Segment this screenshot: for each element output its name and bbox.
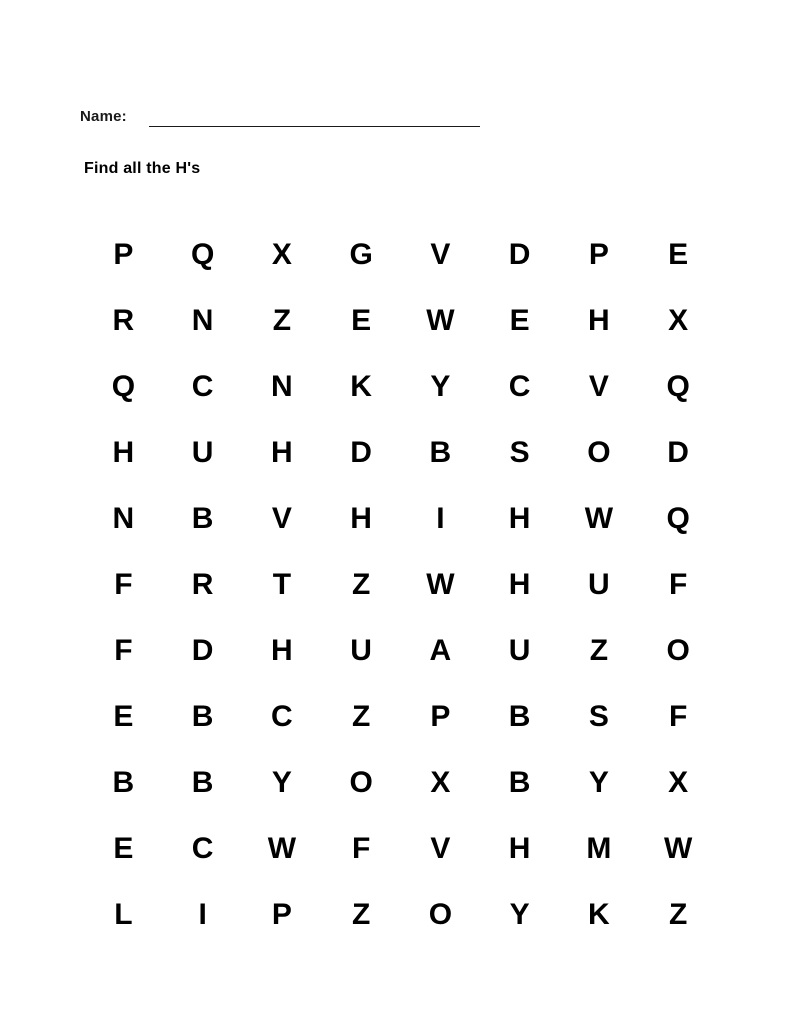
grid-letter[interactable]: V (430, 238, 451, 271)
grid-letter[interactable]: F (351, 832, 371, 865)
grid-letter[interactable]: W (426, 304, 456, 337)
grid-letter[interactable]: Y (588, 766, 610, 799)
grid-letter[interactable]: E (113, 700, 134, 733)
grid-letter[interactable]: V (430, 832, 451, 865)
grid-letter[interactable]: O (587, 436, 612, 469)
grid-letter[interactable]: C (191, 370, 214, 403)
grid-letter[interactable]: W (267, 832, 297, 865)
grid-letter[interactable]: X (668, 304, 689, 337)
grid-letter[interactable]: X (430, 766, 451, 799)
grid-letter[interactable]: Q (666, 502, 691, 535)
grid-letter[interactable]: C (271, 700, 294, 733)
grid-letter[interactable]: B (191, 766, 214, 799)
grid-letter[interactable]: W (663, 832, 693, 865)
grid-letter[interactable]: U (588, 568, 611, 601)
grid-letter[interactable]: B (429, 436, 452, 469)
grid-letter[interactable]: A (429, 634, 452, 667)
grid-letter[interactable]: H (350, 502, 373, 535)
grid-letter[interactable]: T (272, 568, 292, 601)
letter-grid (84, 222, 718, 948)
grid-letter[interactable]: F (668, 700, 688, 733)
grid-letter[interactable]: Y (271, 766, 293, 799)
grid-letter[interactable]: O (666, 634, 691, 667)
grid-letter[interactable]: D (508, 238, 531, 271)
grid-letter[interactable]: D (667, 436, 690, 469)
grid-letter[interactable]: F (114, 634, 134, 667)
grid-letter[interactable]: Y (509, 898, 531, 931)
grid-letter[interactable]: Z (351, 700, 371, 733)
grid-letter[interactable]: N (112, 502, 135, 535)
grid-letter[interactable]: V (588, 370, 610, 403)
name-input-line[interactable] (149, 108, 480, 127)
grid-letter[interactable]: B (508, 766, 531, 799)
grid-letter[interactable]: C (508, 370, 531, 403)
grid-letter[interactable]: X (668, 766, 689, 799)
grid-letter[interactable]: H (508, 568, 531, 601)
grid-letter[interactable]: L (114, 898, 134, 931)
grid-letter[interactable]: B (191, 502, 214, 535)
grid-letter[interactable]: Q (666, 370, 691, 403)
grid-letter[interactable]: B (508, 700, 531, 733)
grid-letter[interactable]: Q (111, 370, 136, 403)
instruction-text: Find all the H's (84, 160, 201, 177)
grid-letter[interactable]: S (588, 700, 610, 733)
grid-letter[interactable]: O (428, 898, 453, 931)
grid-letter[interactable]: G (349, 238, 374, 271)
grid-letter[interactable]: R (112, 304, 135, 337)
grid-letter[interactable]: S (509, 436, 531, 469)
grid-letter[interactable]: P (113, 238, 134, 271)
grid-letter[interactable]: H (112, 436, 135, 469)
grid-letter[interactable]: E (113, 832, 134, 865)
grid-letter[interactable]: P (271, 898, 293, 931)
grid-letter[interactable]: C (191, 832, 214, 865)
grid-letter[interactable]: E (668, 238, 689, 271)
grid-letter[interactable]: U (191, 436, 214, 469)
grid-letter[interactable]: X (271, 238, 293, 271)
grid-letter[interactable]: Z (351, 568, 371, 601)
grid-letter[interactable]: H (508, 502, 531, 535)
grid-letter[interactable]: K (588, 898, 611, 931)
grid-letter[interactable]: O (349, 766, 374, 799)
grid-letter[interactable]: Z (589, 634, 609, 667)
grid-letter[interactable]: D (191, 634, 214, 667)
grid-letter[interactable]: W (426, 568, 456, 601)
grid-letter[interactable]: P (430, 700, 451, 733)
grid-letter[interactable]: U (508, 634, 531, 667)
grid-letter[interactable]: F (114, 568, 134, 601)
grid-letter[interactable]: H (271, 436, 294, 469)
grid-letter[interactable]: Q (190, 238, 215, 271)
grid-letter[interactable]: H (271, 634, 294, 667)
grid-letter[interactable]: P (588, 238, 610, 271)
grid-letter[interactable]: Z (351, 898, 371, 931)
grid-letter[interactable]: B (112, 766, 135, 799)
name-row (80, 108, 480, 127)
grid-letter[interactable]: N (271, 370, 294, 403)
grid-letter[interactable]: D (350, 436, 373, 469)
grid-letter[interactable]: I (198, 898, 208, 931)
grid-letter[interactable]: U (350, 634, 373, 667)
grid-letter[interactable]: N (191, 304, 214, 337)
grid-letter[interactable]: H (508, 832, 531, 865)
grid-letter[interactable]: F (668, 568, 688, 601)
grid-letter[interactable]: H (588, 304, 611, 337)
grid-letter[interactable]: E (351, 304, 372, 337)
grid-letter[interactable]: M (586, 832, 612, 865)
grid-letter[interactable]: R (191, 568, 214, 601)
grid-letter[interactable]: Y (430, 370, 451, 403)
name-label: Name: (80, 108, 127, 125)
grid-letter[interactable]: B (191, 700, 214, 733)
grid-letter[interactable]: Z (668, 898, 688, 931)
grid-letter[interactable]: K (350, 370, 373, 403)
grid-letter[interactable]: Z (272, 304, 292, 337)
grid-letter[interactable]: W (584, 502, 614, 535)
grid-letter[interactable]: E (509, 304, 531, 337)
grid-letter[interactable]: I (436, 502, 446, 535)
grid-letter[interactable]: V (271, 502, 293, 535)
